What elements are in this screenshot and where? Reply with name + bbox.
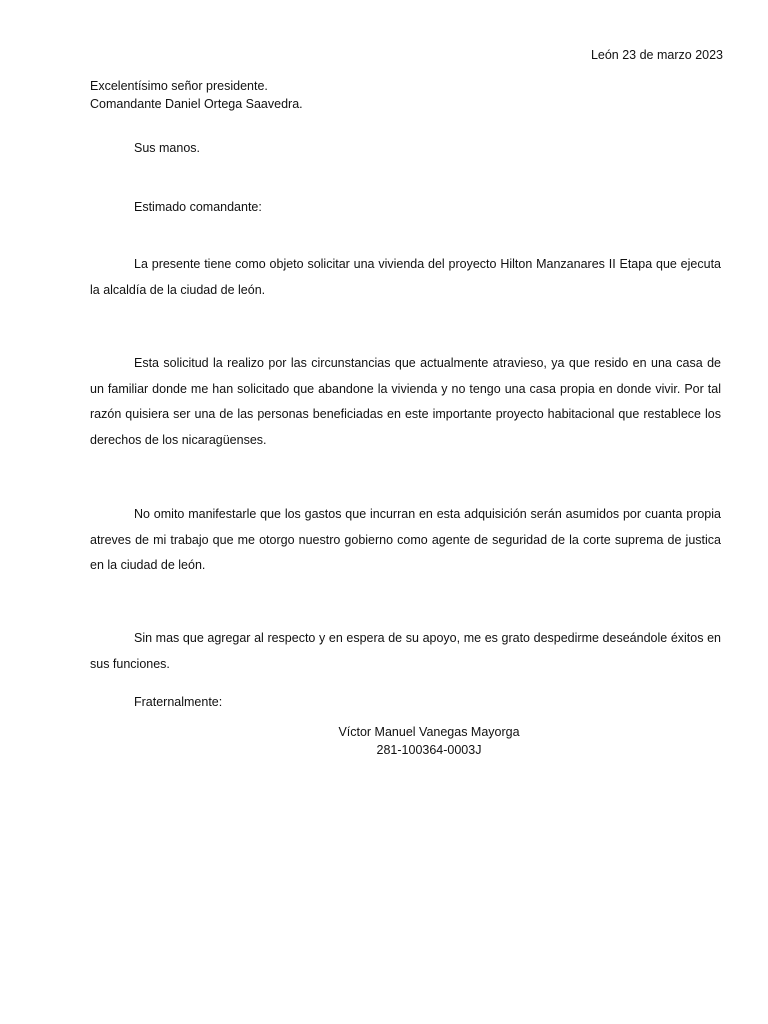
closing: Fraternalmente: bbox=[134, 695, 223, 709]
salutation: Estimado comandante: bbox=[134, 200, 262, 214]
paragraph-circumstances: Esta solicitud la realizo por las circunstancias que actualmente atravieso, ya que resido en una casa de un familiar donde me han solicitado que abandone la vivienda y no tengo una casa propia en donde vivir. Por tal razón quisiera ser una de las personas beneficiadas en este importante proyecto habitacional que restablece los derechos de los nicaragüenses. bbox=[90, 356, 721, 447]
recipient-title: Excelentísimo señor presidente. bbox=[90, 79, 268, 93]
signature-name: Víctor Manuel Vanegas Mayorga bbox=[338, 725, 520, 739]
signature-id: 281-100364-0003J bbox=[376, 743, 482, 757]
recipient-block bbox=[90, 77, 303, 113]
paragraph-farewell: Sin mas que agregar al respecto y en espera de su apoyo, me es grato despedirme deseándole éxitos en sus funciones. bbox=[90, 631, 721, 671]
paragraph-expenses: No omito manifestarle que los gastos que incurran en esta adquisición serán asumidos por cuanta propia atreves de mi trabajo que me otorgo nuestro gobierno como agente de seguridad de la corte suprema de justica en la ciudad de león. bbox=[90, 507, 721, 572]
signature-block bbox=[90, 723, 768, 759]
letter-date: León 23 de marzo 2023 bbox=[590, 48, 723, 62]
delivery-note: Sus manos. bbox=[134, 141, 201, 155]
recipient-name: Comandante Daniel Ortega Saavedra. bbox=[90, 97, 303, 111]
paragraph-request: La presente tiene como objeto solicitar una vivienda del proyecto Hilton Manzanares II Etapa que ejecuta la alcaldía de la ciudad de león. bbox=[90, 257, 721, 297]
